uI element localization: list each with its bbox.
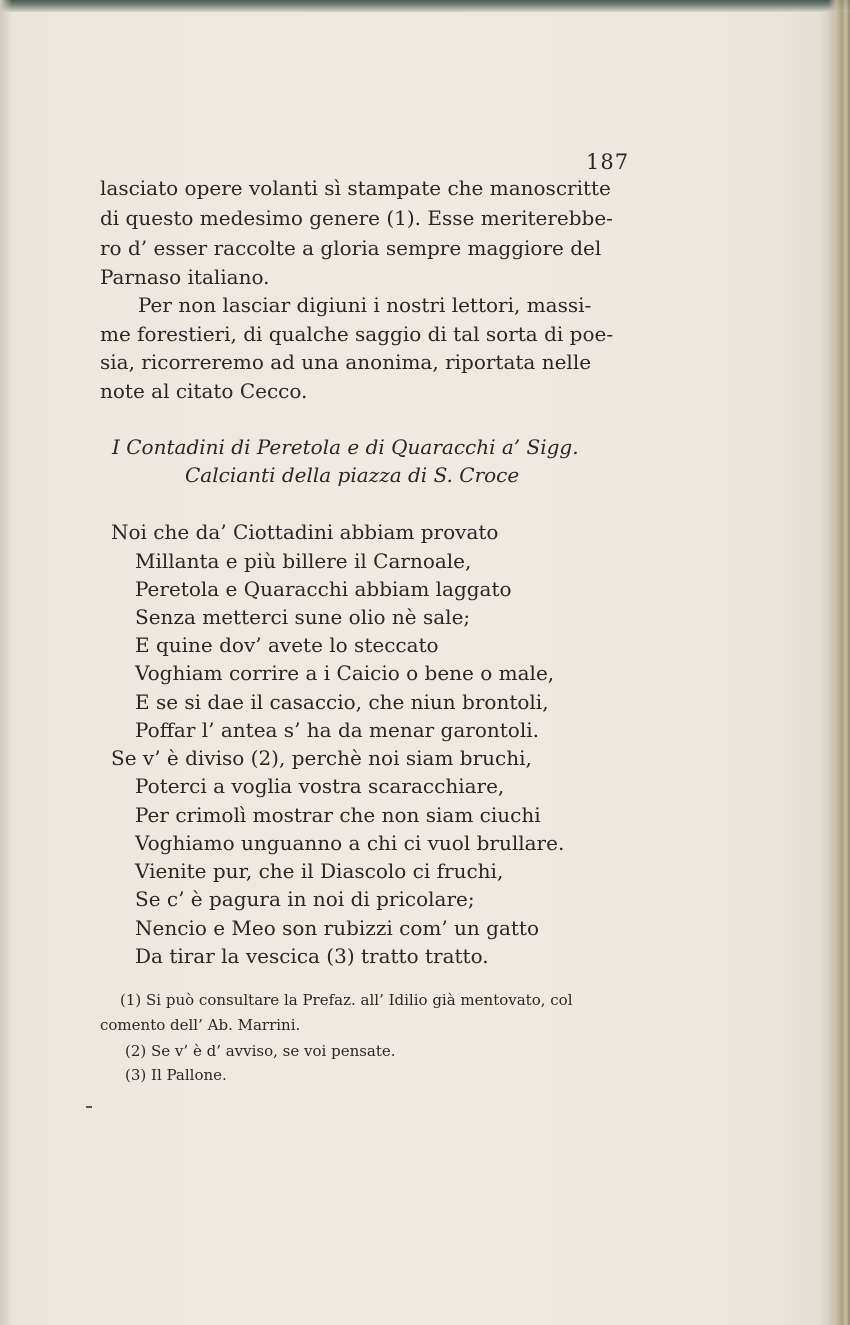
verse-line: Poterci a voglia vostra scaracchiare,	[135, 774, 505, 798]
footnote-1-continued: comento dell’ Ab. Marrini.	[100, 1016, 301, 1034]
verse-line: Senza metterci sune olio nè sale;	[135, 605, 471, 629]
prose-line: di questo medesimo genere (1). Esse meriterebbe-	[100, 206, 613, 230]
verse-line: Vienite pur, che il Diascolo ci fruchi,	[135, 859, 504, 883]
verse-line: Peretola e Quaracchi abbiam laggato	[135, 577, 512, 601]
verse-line: Per crimolì mostrar che non siam ciuchi	[135, 803, 541, 827]
page-right-edge	[828, 0, 850, 1325]
poem-title: I Contadini di Peretola e di Quaracchi a’ Sigg.	[112, 435, 579, 459]
verse-line: Millanta e più billere il Carnoale,	[135, 549, 472, 573]
page-top-edge	[0, 0, 850, 12]
verse-line: Voghiam corrire a i Caicio o bene o male,	[135, 661, 555, 685]
verse-line: E quine dov’ avete lo steccato	[135, 633, 439, 657]
verse-line: Nencio e Meo son rubizzi com’ un gatto	[135, 916, 540, 940]
footnote-1: (1) Si può consultare la Prefaz. all’ Idilio già mentovato, col	[120, 991, 573, 1009]
prose-line: ro d’ esser raccolte a gloria sempre maggiore del	[100, 236, 602, 260]
page-left-shadow	[0, 0, 12, 1325]
page-number: 187	[586, 150, 630, 174]
poem-subtitle: Calcianti della piazza di S. Croce	[185, 463, 520, 487]
prose-line: Parnaso italiano.	[100, 265, 270, 289]
verse-line: Voghiamo unguanno a chi ci vuol brullare.	[135, 831, 565, 855]
prose-line: sia, ricorreremo ad una anonima, riportata nelle	[100, 350, 592, 374]
footnote-2: (2) Se v’ è d’ avviso, se voi pensate.	[125, 1042, 396, 1060]
verse-line: Poffar l’ antea s’ ha da menar garontoli.	[135, 718, 539, 742]
prose-line: note al citato Cecco.	[100, 379, 308, 403]
margin-mark	[86, 1106, 92, 1108]
footnote-3: (3) Il Pallone.	[125, 1066, 227, 1084]
verse-line: Da tirar la vescica (3) tratto tratto.	[135, 944, 489, 968]
prose-line: Per non lasciar digiuni i nostri lettori, massi-	[138, 293, 592, 317]
verse-line: Noi che da’ Ciottadini abbiam provato	[111, 520, 499, 544]
prose-line: lasciato opere volanti sì stampate che manoscritte	[100, 176, 611, 200]
verse-line: Se v’ è diviso (2), perchè noi siam bruchi,	[111, 746, 532, 770]
verse-line: E se si dae il casaccio, che niun brontoli,	[135, 690, 549, 714]
prose-line: me forestieri, di qualche saggio di tal sorta di poe-	[100, 322, 614, 346]
verse-line: Se c’ è pagura in noi di pricolare;	[135, 887, 475, 911]
